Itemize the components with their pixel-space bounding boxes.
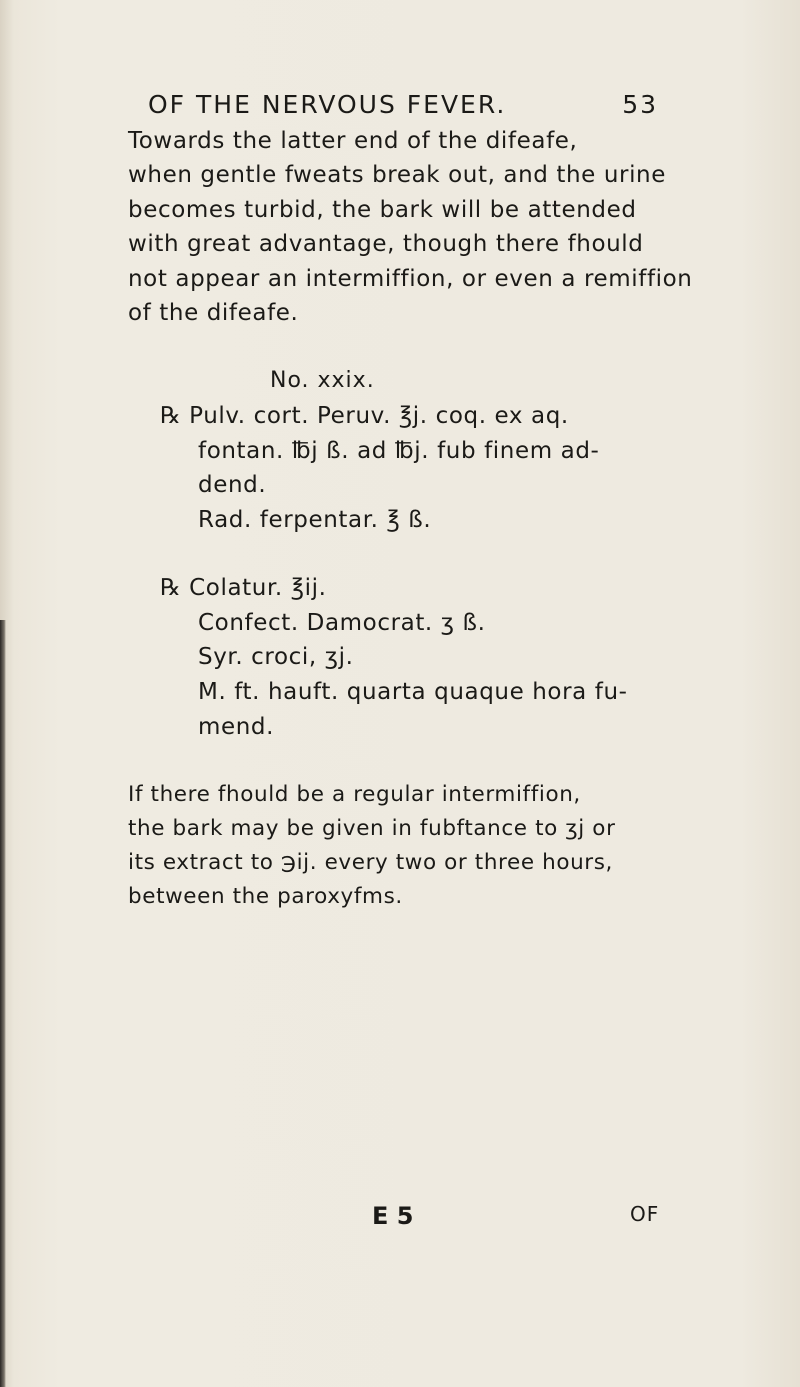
binding-shadow	[0, 620, 6, 1387]
running-head	[148, 90, 658, 119]
paragraph-line: Towards the latter end of the difeafe,	[128, 128, 578, 154]
paragraph-line: the bark may be given in fubftance to ʒj or	[128, 816, 616, 841]
prescription-number: No. xxix.	[270, 368, 375, 393]
prescription-line: dend.	[198, 472, 267, 498]
prescription-line: Confect. Damocrat. ʒ ß.	[198, 610, 486, 636]
prescription-line: ℞ Colatur. ℥ij.	[160, 575, 327, 601]
paragraph-line: of the difeafe.	[128, 300, 299, 326]
catchword: OF	[630, 1202, 660, 1226]
paragraph-line: with great advantage, though there fhould	[128, 231, 644, 257]
signature-mark: E 5	[372, 1202, 414, 1230]
paragraph-line: between the paroxyfms.	[128, 884, 403, 909]
paragraph-line: when gentle fweats break out, and the urine	[128, 162, 666, 188]
running-head-title: OF THE NERVOUS FEVER.	[148, 90, 507, 119]
prescription-line: Rad. ferpentar. ℥ ß.	[198, 507, 432, 533]
paragraph-line: If there fhould be a regular intermiffion,	[128, 782, 581, 807]
paragraph-line: becomes turbid, the bark will be attended	[128, 197, 637, 223]
prescription-line: ℞ Pulv. cort. Peruv. ℥j. coq. ex aq.	[160, 403, 569, 429]
prescription-line: fontan. ℔j ß. ad ℔j. fub finem ad-	[198, 438, 600, 464]
paragraph-line: its extract to ℈ij. every two or three hours,	[128, 850, 613, 875]
prescription-line: mend.	[198, 714, 275, 740]
prescription-line: Syr. croci, ʒj.	[198, 644, 354, 670]
paragraph-line: not appear an intermiffion, or even a remiffion	[128, 266, 693, 292]
page-number: 53	[622, 90, 658, 119]
prescription-line: M. ft. hauft. quarta quaque hora fu-	[198, 679, 628, 705]
